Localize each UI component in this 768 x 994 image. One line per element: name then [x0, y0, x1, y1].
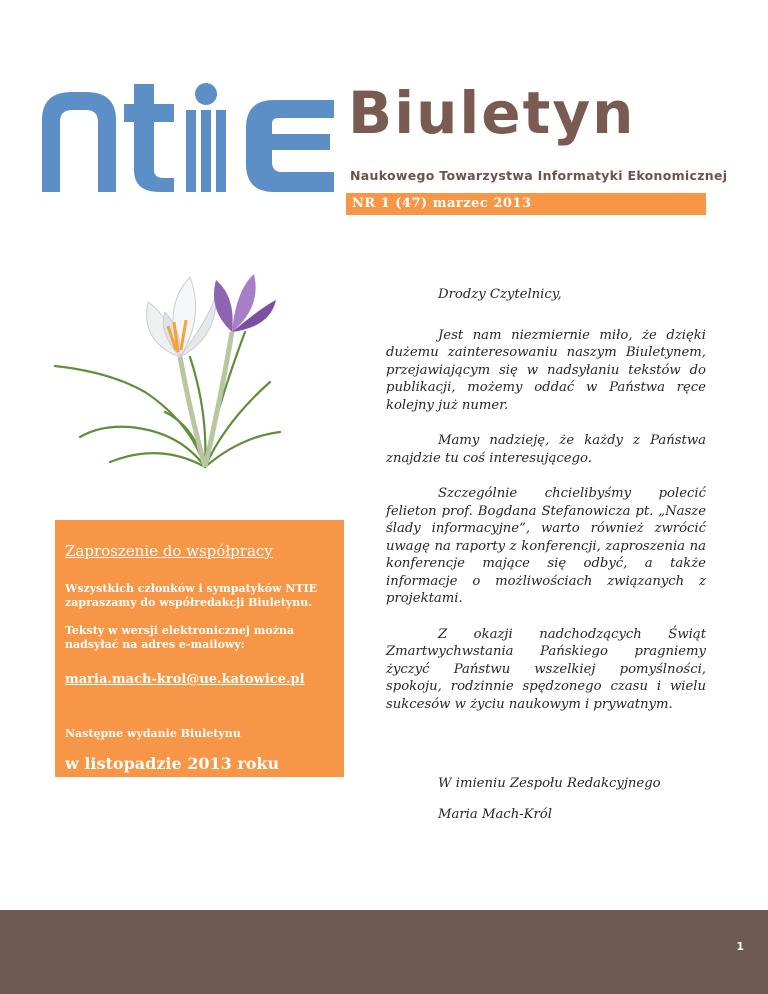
bulletin-title: Biuletyn: [348, 79, 636, 147]
ntie-logo: [34, 80, 354, 195]
crocus-flower-image: [40, 262, 310, 472]
next-issue-date: w listopadzie 2013 roku: [65, 754, 280, 773]
cooperation-submit-text: Teksty w wersji elektronicznej można nadsyłać na adres e-mailowy:: [65, 624, 295, 651]
letter-paragraph: Mamy nadzieję, że każdy z Państwa znajdzie tu coś interesującego.: [386, 433, 706, 466]
letter-signature: [438, 776, 661, 822]
page-number: 1: [736, 940, 744, 953]
signature-author: Maria Mach-Król: [438, 807, 552, 822]
issue-banner: NR 1 (47) marzec 2013: [346, 193, 706, 215]
letter-paragraph: Z okazji nadchodzących Świąt Zmartwychwstania Pańskiego pragniemy życzyć Państwu wszelkiej pomyślności, spokoju, rodzinnie spędzonego czasu i wielu sukcesów w życiu naukowym i prywatnym.: [386, 626, 706, 712]
letter-greeting: Drodzy Czytelnicy,: [438, 287, 562, 302]
cooperation-invite-text: Wszystkich członków i sympatyków NTIE zapraszamy do współredakcji Biuletynu.: [65, 582, 318, 609]
editorial-letter: [386, 286, 706, 713]
cooperation-heading: Zaproszenie do współpracy: [65, 542, 273, 560]
next-issue-label: Następne wydanie Biuletynu: [65, 727, 241, 740]
signature-team: W imieniu Zespołu Redakcyjnego: [438, 776, 661, 791]
bulletin-subtitle: Naukowego Towarzystwa Informatyki Ekonomicznej: [350, 168, 728, 183]
cooperation-box: [55, 520, 344, 777]
page-footer: [0, 910, 768, 994]
contact-email-link[interactable]: maria.mach-krol@ue.katowice.pl: [65, 672, 305, 687]
letter-paragraph: Jest nam niezmiernie miło, że dzięki dużemu zainteresowaniu naszym Biuletynem, przejawiającym się w nadsyłaniu tekstów do publikacji, możemy oddać w Państwa ręce kolejny już numer.: [386, 327, 706, 413]
letter-paragraph: Szczególnie chcielibyśmy polecić felieton prof. Bogdana Stefanowicza pt. „Nasze ślady informacyjne”, warto również zwrócić uwagę na raporty z konferencji, zaproszenia na konferencje mające się odbyć, a także informacje o możliwościach związanych z projektami.: [386, 486, 706, 606]
